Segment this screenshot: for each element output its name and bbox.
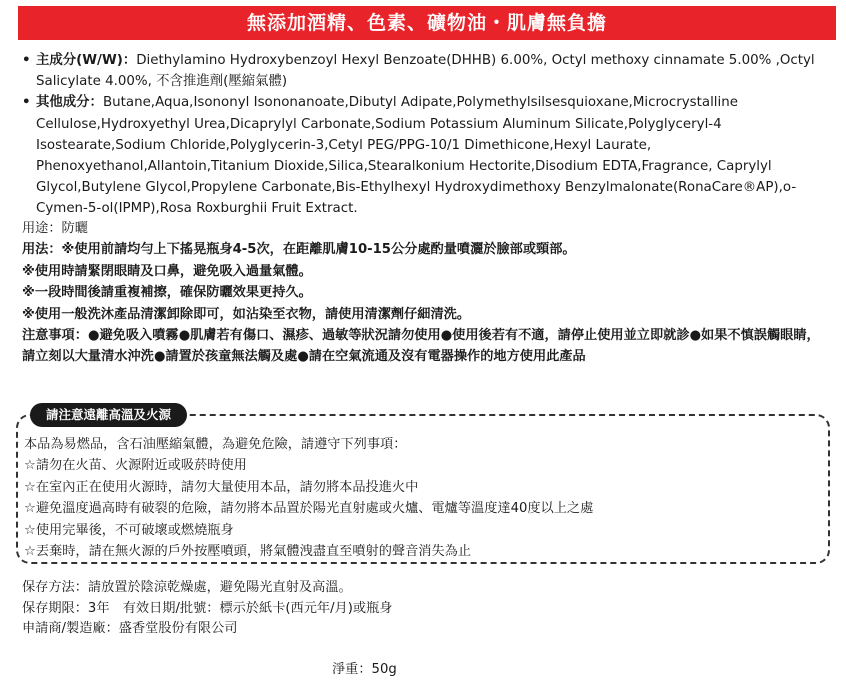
manufacturer: 申請商/製造廠：盛香堂股份有限公司: [22, 621, 238, 637]
warning-title: 請注意遠離高溫及火源: [46, 407, 172, 422]
usage-section: [22, 218, 827, 368]
bullet-icon: •: [22, 95, 31, 111]
usage-note-2: ※一段時間後請重複補擦，確保防曬效果更持久。: [22, 285, 312, 301]
main-ingredients: [22, 50, 834, 92]
other-ingredients-text: Butane,Aqua,Isononyl Isononanoate,Dibutyl Adipate,Polymethylsilsesquioxane,Microcrystalline Cellulose,Hydroxyethyl Urea,Dicaprylyl Carbonate,Sodium Potassium Aluminum Silicate,Polyglyceryl-4 Isostearate,Sodium Chloride,Polyglycerin-3,Cetyl PEG/PPG-10/1 Dimethicone,Hexyl Laurate, Phenoxyethanol,Allantoin,Titanium Dioxide,Silica,Stearalkonium Hectorite,Disodium EDTA,Fragrance, Caprylyl Glycol,Butylene Glycol,Propylene Carbonate,Bis-Ethylhexyl Hydroxydimethoxy Benzylmalonate(RonaCare®AP),o-Cymen-5-ol(IPMP),Rosa Roxburghii Fruit Extract.: [36, 95, 797, 217]
warning-intro: 本品為易燃品，含石油壓縮氣體，為避免危險，請遵守下列事項：: [24, 437, 407, 452]
purpose-line: 用途：防曬: [22, 221, 88, 236]
other-ingredients-label: 其他成分：: [36, 95, 103, 111]
storage-method: 保存方法：請放置於陰涼乾燥處，避免陽光直射及高溫。: [22, 580, 352, 595]
warning-item: ☆避免溫度過高時有破裂的危險，請勿將本品置於陽光直射處或火爐、電爐等溫度達40度以上之處: [24, 501, 594, 517]
warning-item: ☆在室內正在使用火源時，請勿大量使用本品，請勿將本品投進火中: [24, 479, 419, 495]
warning-content: [24, 434, 814, 562]
main-ingredients-label: 主成分(W/W)：: [36, 53, 137, 68]
warning-item: ☆使用完畢後，不可破壞或燃燒瓶身: [24, 522, 234, 538]
usage-note-1: ※使用時請緊閉眼睛及口鼻，避免吸入過量氣體。: [22, 263, 312, 279]
bullet-icon: •: [22, 53, 31, 68]
method-line: 用法：※使用前請均勻上下搖晃瓶身4-5次，在距離肌膚10-15公分處酌量噴灑於臉部或頸部。: [22, 242, 576, 258]
warning-item: ☆請勿在火苗、火源附近或吸菸時使用: [24, 458, 247, 474]
warning-item: ☆丟棄時，請在無火源的戶外按壓噴頭，將氣體洩盡直至噴射的聲音消失為止: [24, 544, 472, 560]
storage-period: 保存期限：3年 有效日期/批號：標示於紙卡(西元年/月)或瓶身: [22, 600, 393, 616]
banner-title: 無添加酒精、色素、礦物油・肌膚無負擔: [246, 12, 607, 34]
usage-note-3: ※使用一般洗沐產品清潔卸除即可，如沾染至衣物，請使用清潔劑仔細清洗。: [22, 306, 471, 322]
storage-section: [22, 578, 822, 640]
net-weight: 淨重：50g: [332, 662, 397, 677]
caution-text: 注意事項：●避免吸入噴霧●肌膚若有傷口、濕疹、過敏等狀況請勿使用●使用後若有不適，請停止使用並立即就診●如果不慎誤觸眼睛，請立刻以大量清水沖洗●請置於孩童無法觸及處●請在空氣流通及沒有電器操作的地方使用此產品: [22, 328, 820, 365]
header-banner: [18, 6, 836, 40]
ingredients-section: [22, 50, 834, 220]
main-ingredients-text: Diethylamino Hydroxybenzoyl Hexyl Benzoate(DHHB) 6.00%, Octyl methoxy cinnamate 5.00% ,Octyl Salicylate 4.00%, 不含推進劑(壓縮氣體): [36, 53, 815, 90]
other-ingredients: [22, 92, 834, 219]
warning-title-badge: [30, 403, 187, 427]
